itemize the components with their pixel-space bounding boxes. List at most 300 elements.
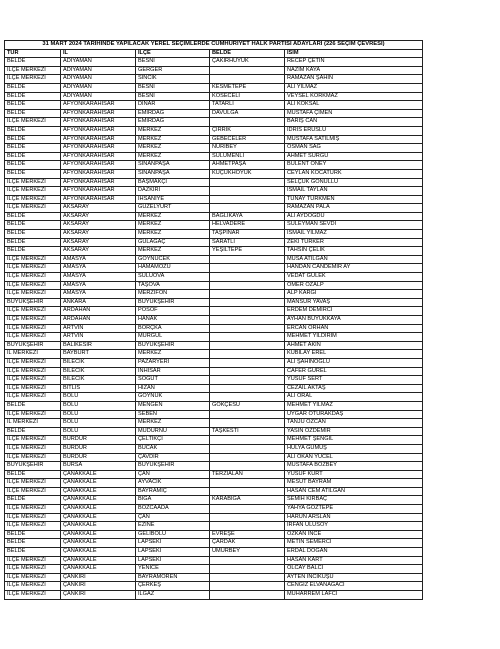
district-cell: MERKEZ [136, 221, 210, 230]
column-header-belde: BELDE [210, 49, 285, 58]
town-cell: ÇAKIRHÜYÜK [210, 58, 285, 67]
type-cell: İLÇE MERKEZİ [5, 487, 61, 496]
town-cell [210, 513, 285, 522]
town-cell: YEŞİLTEPE [210, 247, 285, 256]
district-cell: SİNANPAŞA [136, 161, 210, 170]
type-cell: İLÇE MERKEZİ [5, 273, 61, 282]
town-cell [210, 333, 285, 342]
district-cell: MERKEZ [136, 135, 210, 144]
district-cell: AYVACIK [136, 479, 210, 488]
type-cell: İLÇE MERKEZİ [5, 358, 61, 367]
district-cell: HİZAN [136, 384, 210, 393]
type-cell: BELDE [5, 135, 61, 144]
name-cell: AYTEN İNCİKUŞU [285, 573, 423, 582]
district-cell: ÇERKEŞ [136, 582, 210, 591]
table-row [5, 487, 423, 496]
type-cell: İLÇE MERKEZİ [5, 376, 61, 385]
town-cell: SÜLÜMENLİ [210, 152, 285, 161]
town-cell [210, 410, 285, 419]
type-cell: İLÇE MERKEZİ [5, 565, 61, 574]
name-cell: İRFAN ULUSOY [285, 522, 423, 531]
name-cell: NAZIM KAYA [285, 66, 423, 75]
name-cell: YAHYA GÖZTEPE [285, 505, 423, 514]
table-row [5, 384, 423, 393]
table-row [5, 58, 423, 67]
name-cell: ALİ KÖKSAL [285, 101, 423, 110]
district-cell: BOZCAADA [136, 505, 210, 514]
type-cell: İLÇE MERKEZİ [5, 290, 61, 299]
province-cell: ADIYAMAN [61, 83, 136, 92]
town-cell: DAVULGA [210, 109, 285, 118]
name-cell: HARUN ARSLAN [285, 513, 423, 522]
district-cell: MURGUL [136, 333, 210, 342]
town-cell: SARATLI [210, 238, 285, 247]
district-cell: BESNİ [136, 58, 210, 67]
province-cell: AMASYA [61, 290, 136, 299]
table-row [5, 126, 423, 135]
province-cell: BURDUR [61, 436, 136, 445]
province-cell: ÇANAKKALE [61, 513, 136, 522]
province-cell: BİLECİK [61, 376, 136, 385]
name-cell: CEYLAN KOCATÜRK [285, 169, 423, 178]
province-cell: BOLU [61, 410, 136, 419]
district-cell: MERZİFON [136, 290, 210, 299]
table-row [5, 83, 423, 92]
table-row [5, 118, 423, 127]
table-row [5, 324, 423, 333]
province-cell: BOLU [61, 401, 136, 410]
type-cell: İLÇE MERKEZİ [5, 178, 61, 187]
name-cell: MUSTAFA BOZBEY [285, 462, 423, 471]
town-cell [210, 316, 285, 325]
table-row [5, 273, 423, 282]
district-cell: GÖYNÜK [136, 393, 210, 402]
town-cell: TAŞPINAR [210, 230, 285, 239]
table-row [5, 75, 423, 84]
district-cell: LAPSEKİ [136, 539, 210, 548]
district-cell: MERKEZ [136, 152, 210, 161]
province-cell: BAYBURT [61, 350, 136, 359]
name-cell: ERDEM DEMİRCİ [285, 307, 423, 316]
district-cell: DİNAR [136, 101, 210, 110]
type-cell: BELDE [5, 221, 61, 230]
name-cell: ALİ YILMAZ [285, 83, 423, 92]
town-cell: HELVADERE [210, 221, 285, 230]
name-cell: HANDAN CANDEMİR AY [285, 264, 423, 273]
name-cell: SÜLEYMAN SEVDİ [285, 221, 423, 230]
province-cell: AFYONKARAHİSAR [61, 109, 136, 118]
table-row [5, 376, 423, 385]
name-cell: KUBİLAY EREL [285, 350, 423, 359]
town-cell [210, 367, 285, 376]
town-cell: KÜÇÜKHÖYÜK [210, 169, 285, 178]
type-cell: BELDE [5, 247, 61, 256]
town-cell [210, 307, 285, 316]
district-cell: BUCAK [136, 444, 210, 453]
candidate-table [4, 40, 423, 600]
town-cell: KESMETEPE [210, 83, 285, 92]
province-cell: ÇANKIRI [61, 591, 136, 600]
type-cell: BELDE [5, 101, 61, 110]
town-cell: TATARLI [210, 101, 285, 110]
name-cell: YUSUF SERT [285, 376, 423, 385]
name-cell: HASAN KART [285, 556, 423, 565]
type-cell: İLÇE MERKEZİ [5, 513, 61, 522]
type-cell: BELDE [5, 58, 61, 67]
type-cell: İLÇE MERKEZİ [5, 384, 61, 393]
province-cell: ÇANAKKALE [61, 487, 136, 496]
town-cell [210, 118, 285, 127]
name-cell: TANJU ÖZCAN [285, 419, 423, 428]
town-cell: UMURBEY [210, 548, 285, 557]
table-row [5, 470, 423, 479]
name-cell: İSMAİL TAYLAN [285, 187, 423, 196]
province-cell: AFYONKARAHİSAR [61, 126, 136, 135]
name-cell: BÜLENT ÖNEY [285, 161, 423, 170]
name-cell: MEHMET ŞENGİL [285, 436, 423, 445]
table-row [5, 204, 423, 213]
town-cell [210, 290, 285, 299]
town-cell: EVREŞE [210, 530, 285, 539]
district-cell: EMİRDAĞ [136, 109, 210, 118]
type-cell: BÜYÜKŞEHİR [5, 462, 61, 471]
town-cell: NURİBEY [210, 144, 285, 153]
table-row [5, 161, 423, 170]
province-cell: AFYONKARAHİSAR [61, 135, 136, 144]
province-cell: BURSA [61, 462, 136, 471]
table-row [5, 109, 423, 118]
type-cell: BELDE [5, 212, 61, 221]
table-row [5, 513, 423, 522]
district-cell: BÜYÜKŞEHİR [136, 298, 210, 307]
name-cell: CENGİZ ELVANAĞACI [285, 582, 423, 591]
type-cell: BELDE [5, 530, 61, 539]
table-row [5, 187, 423, 196]
district-cell: POSOF [136, 307, 210, 316]
town-cell [210, 376, 285, 385]
type-cell: BELDE [5, 83, 61, 92]
town-cell [210, 341, 285, 350]
district-cell: HAMAMÖZÜ [136, 264, 210, 273]
province-cell: AMASYA [61, 281, 136, 290]
town-cell [210, 393, 285, 402]
type-cell: İLÇE MERKEZİ [5, 118, 61, 127]
name-cell: ALİ ORAL [285, 393, 423, 402]
type-cell: BELDE [5, 470, 61, 479]
table-row [5, 92, 423, 101]
province-cell: BOLU [61, 393, 136, 402]
district-cell: BÜYÜKŞEHİR [136, 341, 210, 350]
province-cell: ÇANAKKALE [61, 539, 136, 548]
province-cell: AKSARAY [61, 238, 136, 247]
table-row [5, 341, 423, 350]
province-cell: ADIYAMAN [61, 75, 136, 84]
district-cell: BİGA [136, 496, 210, 505]
province-cell: AFYONKARAHİSAR [61, 169, 136, 178]
district-cell: ÇAN [136, 513, 210, 522]
district-cell: SULUOVA [136, 273, 210, 282]
province-cell: ANKARA [61, 298, 136, 307]
name-cell: ALİ AYDOĞDU [285, 212, 423, 221]
district-cell: YENİCE [136, 565, 210, 574]
name-cell: RECEP ÇETİN [285, 58, 423, 67]
table-row [5, 573, 423, 582]
type-cell: İL MERKEZİ [5, 419, 61, 428]
district-cell: MENGEN [136, 401, 210, 410]
table-row [5, 144, 423, 153]
town-cell: GEBECELER [210, 135, 285, 144]
table-row [5, 195, 423, 204]
type-cell: İLÇE MERKEZİ [5, 556, 61, 565]
province-cell: AFYONKARAHİSAR [61, 152, 136, 161]
table-row [5, 247, 423, 256]
candidate-sheet [4, 40, 422, 600]
type-cell: İLÇE MERKEZİ [5, 573, 61, 582]
district-cell: LAPSEKİ [136, 548, 210, 557]
type-cell: İLÇE MERKEZİ [5, 316, 61, 325]
province-cell: BURDUR [61, 444, 136, 453]
town-cell: GÖKÇESU [210, 401, 285, 410]
table-row [5, 565, 423, 574]
district-cell: GÖYNÜCEK [136, 255, 210, 264]
province-cell: BURDUR [61, 453, 136, 462]
table-row [5, 410, 423, 419]
province-cell: AFYONKARAHİSAR [61, 118, 136, 127]
town-cell [210, 487, 285, 496]
district-cell: SÖĞÜT [136, 376, 210, 385]
name-cell: SEMİH KIRBAÇ [285, 496, 423, 505]
town-cell [210, 522, 285, 531]
table-row [5, 152, 423, 161]
name-cell: TUNAY TÜRKMEN [285, 195, 423, 204]
province-cell: ÇANKIRI [61, 582, 136, 591]
name-cell: ALİ ŞAHİNOĞLU [285, 358, 423, 367]
name-cell: ÖZKAN İNCE [285, 530, 423, 539]
district-cell: GERGER [136, 66, 210, 75]
table-row [5, 358, 423, 367]
town-cell [210, 324, 285, 333]
name-cell: YUSUF KURT [285, 470, 423, 479]
table-row [5, 479, 423, 488]
type-cell: İLÇE MERKEZİ [5, 333, 61, 342]
town-cell [210, 573, 285, 582]
district-cell: GELİBOLU [136, 530, 210, 539]
type-cell: İLÇE MERKEZİ [5, 187, 61, 196]
table-row [5, 221, 423, 230]
district-cell: İNHİSAR [136, 367, 210, 376]
type-cell: BÜYÜKŞEHİR [5, 298, 61, 307]
province-cell: AFYONKARAHİSAR [61, 178, 136, 187]
town-cell [210, 479, 285, 488]
name-cell: MUHARREM LAFCI [285, 591, 423, 600]
district-cell: MUDURNU [136, 427, 210, 436]
name-cell: AHMET SÜRGÜ [285, 152, 423, 161]
town-cell [210, 505, 285, 514]
town-cell [210, 255, 285, 264]
table-title-row [5, 41, 423, 50]
type-cell: İLÇE MERKEZİ [5, 393, 61, 402]
province-cell: AKSARAY [61, 212, 136, 221]
table-row [5, 496, 423, 505]
province-cell: ARTVİN [61, 324, 136, 333]
table-row [5, 530, 423, 539]
type-cell: BELDE [5, 144, 61, 153]
table-row [5, 419, 423, 428]
province-cell: ÇANAKKALE [61, 470, 136, 479]
district-cell: BAYRAMİÇ [136, 487, 210, 496]
town-cell: BAĞLIKAYA [210, 212, 285, 221]
name-cell: ÖMER ÖZALP [285, 281, 423, 290]
town-cell [210, 444, 285, 453]
column-header-tur: TÜR [5, 49, 61, 58]
type-cell: İLÇE MERKEZİ [5, 255, 61, 264]
district-cell: MERKEZ [136, 350, 210, 359]
type-cell: İLÇE MERKEZİ [5, 75, 61, 84]
name-cell: TAHSİN ÇELİK [285, 247, 423, 256]
name-cell: YASİN ÖZDEMİR [285, 427, 423, 436]
table-row [5, 169, 423, 178]
province-cell: ÇANAKKALE [61, 556, 136, 565]
type-cell: İLÇE MERKEZİ [5, 582, 61, 591]
town-cell [210, 582, 285, 591]
table-row [5, 436, 423, 445]
district-cell: BAŞMAKÇI [136, 178, 210, 187]
district-cell: BESNİ [136, 92, 210, 101]
type-cell: BELDE [5, 238, 61, 247]
name-cell: MANSUR YAVAŞ [285, 298, 423, 307]
province-cell: AKSARAY [61, 204, 136, 213]
province-cell: AKSARAY [61, 221, 136, 230]
district-cell: EZİNE [136, 522, 210, 531]
table-row [5, 539, 423, 548]
district-cell: EMİRDAĞ [136, 118, 210, 127]
type-cell: BELDE [5, 401, 61, 410]
province-cell: AFYONKARAHİSAR [61, 101, 136, 110]
province-cell: BİLECİK [61, 358, 136, 367]
type-cell: BELDE [5, 161, 61, 170]
province-cell: AKSARAY [61, 230, 136, 239]
district-cell: PAZARYERİ [136, 358, 210, 367]
district-cell: MERKEZ [136, 230, 210, 239]
district-cell: SİNANPAŞA [136, 169, 210, 178]
type-cell: BELDE [5, 496, 61, 505]
name-cell: ALP KARGI [285, 290, 423, 299]
town-cell: AHMETPAŞA [210, 161, 285, 170]
town-cell [210, 419, 285, 428]
province-cell: AMASYA [61, 255, 136, 264]
type-cell: İLÇE MERKEZİ [5, 591, 61, 600]
table-row [5, 290, 423, 299]
type-cell: İLÇE MERKEZİ [5, 436, 61, 445]
table-row [5, 393, 423, 402]
town-cell [210, 66, 285, 75]
province-cell: BALIKESİR [61, 341, 136, 350]
table-row [5, 556, 423, 565]
type-cell: İLÇE MERKEZİ [5, 410, 61, 419]
town-cell [210, 75, 285, 84]
type-cell: İLÇE MERKEZİ [5, 281, 61, 290]
name-cell: UYGAR OTURAKDAŞ [285, 410, 423, 419]
type-cell: İLÇE MERKEZİ [5, 204, 61, 213]
town-cell [210, 556, 285, 565]
table-row [5, 238, 423, 247]
town-cell [210, 436, 285, 445]
type-cell: İLÇE MERKEZİ [5, 453, 61, 462]
name-cell: VEYSEL KORKMAZ [285, 92, 423, 101]
province-cell: BOLU [61, 427, 136, 436]
type-cell: İLÇE MERKEZİ [5, 195, 61, 204]
table-row [5, 522, 423, 531]
town-cell [210, 281, 285, 290]
name-cell: VEDAT GÜLEK [285, 273, 423, 282]
table-row [5, 264, 423, 273]
district-cell: TAŞOVA [136, 281, 210, 290]
district-cell: ÇELTİKÇİ [136, 436, 210, 445]
town-cell: KÖSECELİ [210, 92, 285, 101]
province-cell: ARDAHAN [61, 307, 136, 316]
name-cell: MUSA ATILGAN [285, 255, 423, 264]
table-row [5, 427, 423, 436]
type-cell: BELDE [5, 548, 61, 557]
name-cell: MESUT BAYRAM [285, 479, 423, 488]
district-cell: MERKEZ [136, 247, 210, 256]
name-cell: İDRİS ERUSLU [285, 126, 423, 135]
name-cell: AHMET AKIN [285, 341, 423, 350]
name-cell: OLCAY BALCI [285, 565, 423, 574]
town-cell [210, 273, 285, 282]
name-cell: RAMAZAN PALA [285, 204, 423, 213]
table-row [5, 401, 423, 410]
district-cell: MERKEZ [136, 126, 210, 135]
name-cell: HASAN CEM ATILGAN [285, 487, 423, 496]
type-cell: İLÇE MERKEZİ [5, 522, 61, 531]
town-cell [210, 384, 285, 393]
town-cell [210, 298, 285, 307]
district-cell: MERKEZ [136, 419, 210, 428]
province-cell: ÇANAKKALE [61, 505, 136, 514]
table-row [5, 212, 423, 221]
town-cell [210, 187, 285, 196]
table-row [5, 444, 423, 453]
town-cell [210, 453, 285, 462]
province-cell: ARDAHAN [61, 316, 136, 325]
column-header-il: İL [61, 49, 136, 58]
district-cell: BORÇKA [136, 324, 210, 333]
name-cell: ERDAL DOĞAN [285, 548, 423, 557]
province-cell: AFYONKARAHİSAR [61, 161, 136, 170]
name-cell: RAMAZAN ŞAHİN [285, 75, 423, 84]
province-cell: ÇANAKKALE [61, 548, 136, 557]
district-cell: GÜZELYURT [136, 204, 210, 213]
name-cell: MEHMET YILDIRIM [285, 333, 423, 342]
name-cell: AYHAN BÜYÜKKAYA [285, 316, 423, 325]
type-cell: BÜYÜKŞEHİR [5, 341, 61, 350]
town-cell [210, 350, 285, 359]
name-cell: MEHMET YILMAZ [285, 401, 423, 410]
table-row [5, 230, 423, 239]
table-row [5, 281, 423, 290]
district-cell: BAYRAMÖREN [136, 573, 210, 582]
town-cell: ÇIRRIK [210, 126, 285, 135]
district-cell: ÇAN [136, 470, 210, 479]
type-cell: BELDE [5, 230, 61, 239]
province-cell: AFYONKARAHİSAR [61, 144, 136, 153]
table-row [5, 307, 423, 316]
type-cell: BELDE [5, 152, 61, 161]
type-cell: BELDE [5, 126, 61, 135]
town-cell: KARABİGA [210, 496, 285, 505]
province-cell: ÇANKIRI [61, 573, 136, 582]
